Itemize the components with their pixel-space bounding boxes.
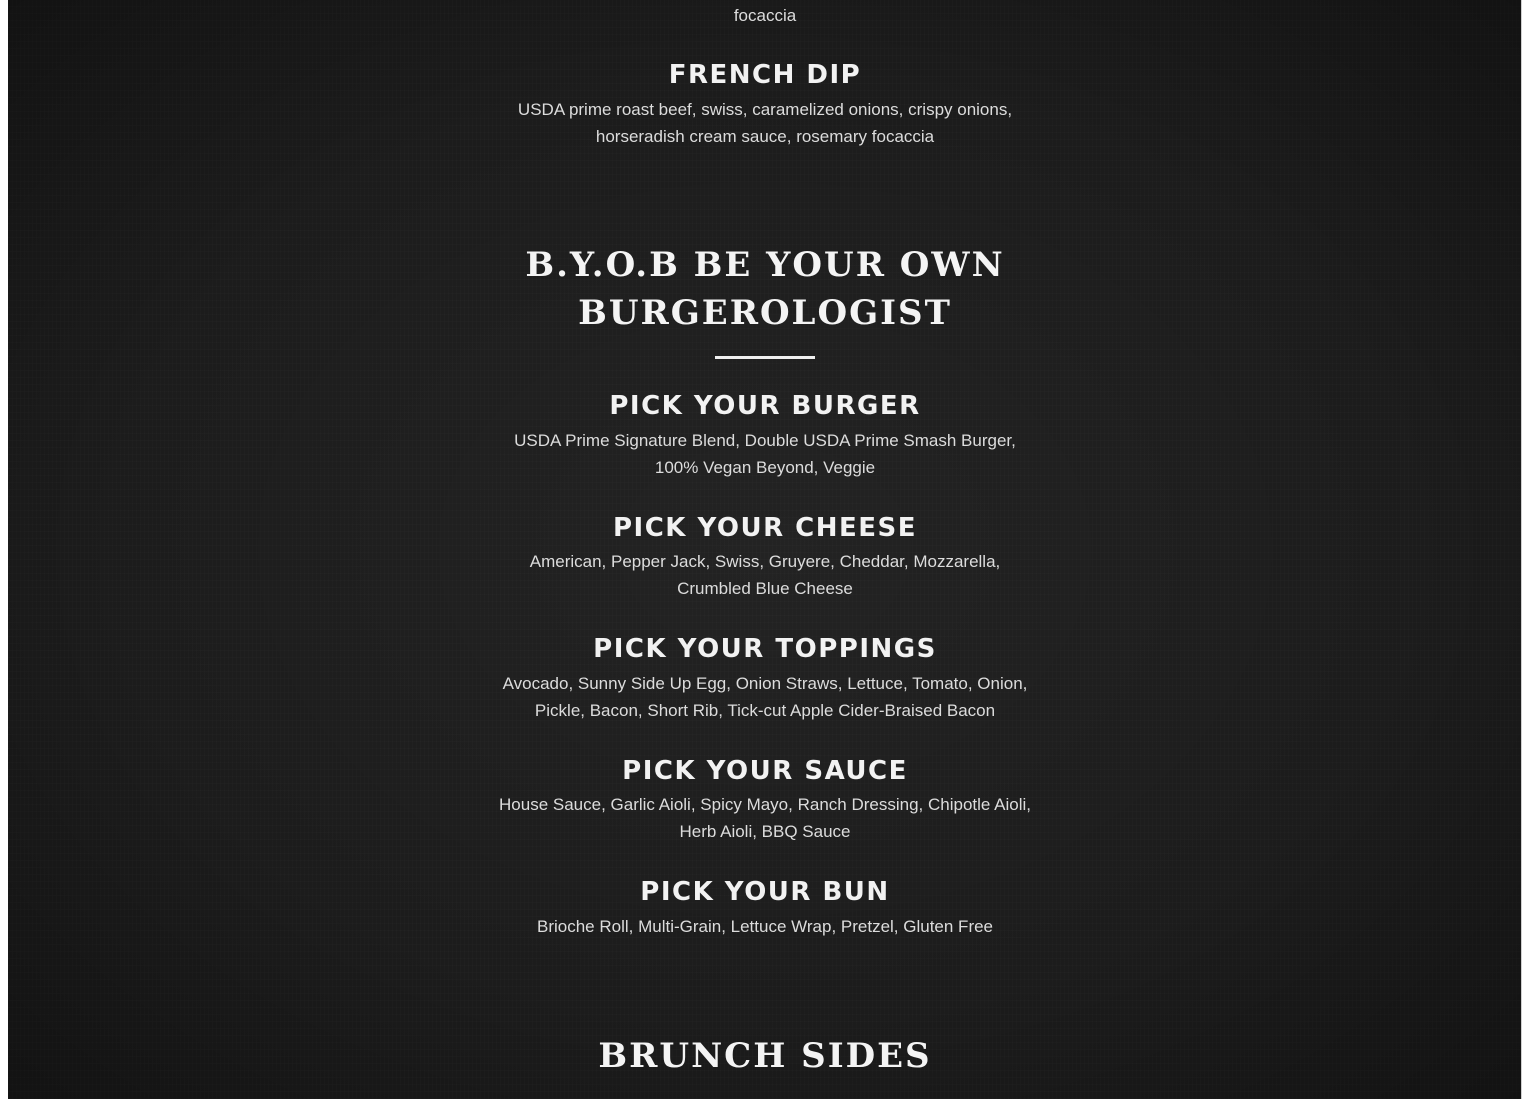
menu-item-pick-burger: [8, 389, 1522, 481]
section-brunch-sides-header: [8, 1032, 1522, 1080]
menu-item-french-dip: [8, 58, 1522, 150]
description-line: Crumbled Blue Cheese: [677, 579, 853, 598]
description-line: 100% Vegan Beyond, Veggie: [654, 458, 876, 477]
menu-item-pick-toppings: [8, 632, 1522, 724]
section-title: BRUNCH SIDES: [598, 1036, 932, 1076]
description-line: Pickle, Bacon, Short Rib, Tick-cut Apple Cider-Braised Bacon: [534, 701, 996, 720]
description-line: USDA Prime Signature Blend, Double USDA Prime Smash Burger,: [514, 431, 1016, 450]
menu-item-title: PICK YOUR BUN: [640, 877, 890, 907]
previous-item-description: focaccia: [733, 6, 797, 25]
menu-item-pick-sauce: [8, 754, 1522, 845]
menu-item-title: PICK YOUR TOPPINGS: [593, 634, 937, 664]
section-byob-header: [8, 241, 1522, 359]
description-line: Brioche Roll, Multi-Grain, Lettuce Wrap, Pretzel, Gluten Free: [536, 917, 994, 936]
menu-item-title: PICK YOUR SAUCE: [622, 756, 908, 786]
description-line: horseradish cream sauce, rosemary focaccia: [595, 127, 935, 146]
menu-item-description: [475, 670, 1055, 724]
menu-item-description: [475, 791, 1055, 845]
menu-item-pick-bun: [8, 875, 1522, 940]
section-divider: [715, 356, 815, 359]
menu-item-title: FRENCH DIP: [668, 60, 862, 90]
description-line: American, Pepper Jack, Swiss, Gruyere, Cheddar, Mozzarella,: [529, 552, 1001, 571]
menu-item-title: PICK YOUR CHEESE: [612, 513, 918, 543]
section-title: [8, 241, 1522, 337]
menu-item-pick-cheese: [8, 511, 1522, 602]
description-line: Herb Aioli, BBQ Sauce: [679, 822, 851, 841]
menu-page: [8, 0, 1522, 1099]
page-scroll-edge: [1521, 0, 1530, 1099]
menu-item-description: [475, 427, 1055, 481]
menu-item-description: [475, 96, 1055, 150]
previous-item-fragment: [8, 2, 1522, 29]
section-title-line: BURGEROLOGIST: [578, 293, 952, 333]
description-line: House Sauce, Garlic Aioli, Spicy Mayo, Ranch Dressing, Chipotle Aioli,: [499, 795, 1031, 814]
menu-item-description: [475, 913, 1055, 940]
menu-item-description: [475, 548, 1055, 602]
menu-item-title: PICK YOUR BURGER: [609, 391, 921, 421]
description-line: USDA prime roast beef, swiss, caramelized onions, crispy onions,: [517, 100, 1013, 119]
description-line: Avocado, Sunny Side Up Egg, Onion Straws, Lettuce, Tomato, Onion,: [502, 674, 1028, 693]
section-title-line: B.Y.O.B BE YOUR OWN: [525, 245, 1005, 285]
